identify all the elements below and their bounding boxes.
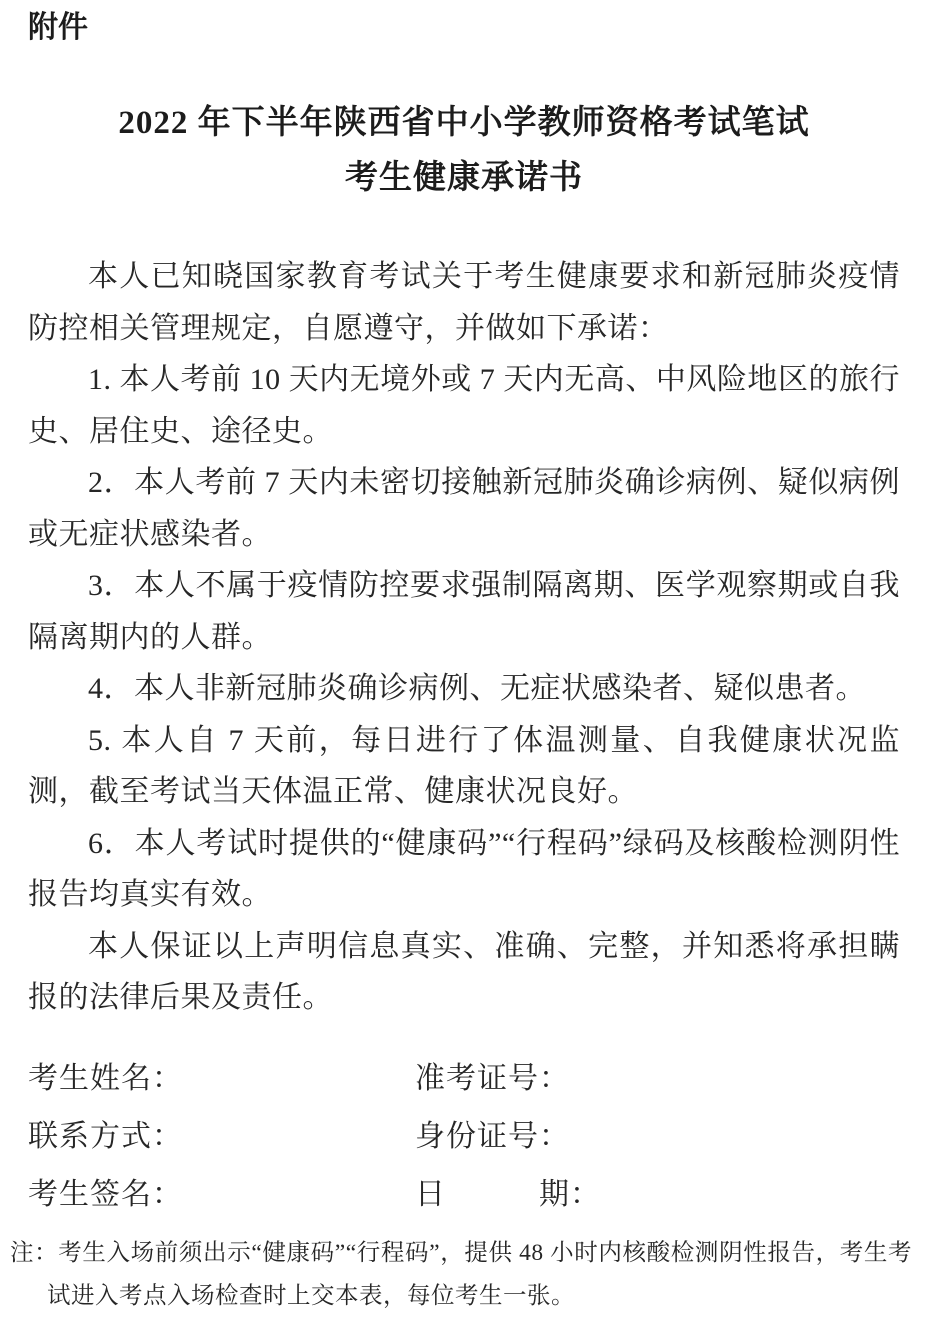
document-body xyxy=(28,251,900,1024)
footnote-prefix: 注： xyxy=(10,1239,59,1266)
form-row-1 xyxy=(28,1050,900,1108)
form-row-2 xyxy=(28,1108,900,1166)
document-title xyxy=(28,96,900,206)
footnote-paragraph xyxy=(10,1232,912,1318)
admission-ticket-label: 准考证号： xyxy=(415,1061,570,1095)
intro-paragraph: 本人已知晓国家教育考试关于考生健康要求和新冠肺炎疫情防控相关管理规定，自愿遵守，并做如下承诺： xyxy=(28,260,900,345)
commitment-item-2: 2．本人考前 7 天内未密切接触新冠肺炎确诊病例、疑似病例或无症状感染者。 xyxy=(28,466,900,551)
title-line-2: 考生健康承诺书 xyxy=(345,160,583,196)
commitment-item-6: 6．本人考试时提供的“健康码”“行程码”绿码及核酸检测阴性报告均真实有效。 xyxy=(28,826,900,911)
commitment-item-5: 5. 本人自 7 天前，每日进行了体温测量、自我健康状况监测，截至考试当天体温正常、健康状况良好。 xyxy=(28,723,900,808)
attachment-label: 附件 xyxy=(28,11,88,44)
commitment-item-4: 4．本人非新冠肺炎确诊病例、无症状感染者、疑似患者。 xyxy=(88,672,866,705)
form-row-3 xyxy=(28,1166,900,1224)
closing-paragraph: 本人保证以上声明信息真实、准确、完整，并知悉将承担瞒报的法律后果及责任。 xyxy=(28,929,900,1014)
date-label: 日 期： xyxy=(415,1177,601,1211)
title-line-1: 2022 年下半年陕西省中小学教师资格考试笔试 xyxy=(118,105,810,141)
footnote xyxy=(10,1232,912,1318)
footnote-text: 考生入场前须出示“健康码”“行程码”，提供 48 小时内核酸检测阴性报告，考生考试进入考点入场检查时上交本表，每位考生一张。 xyxy=(47,1239,912,1309)
commitment-item-3: 3．本人不属于疫情防控要求强制隔离期、医学观察期或自我隔离期内的人群。 xyxy=(28,569,900,654)
signature-label: 考生签名： xyxy=(28,1177,183,1211)
candidate-name-label: 考生姓名： xyxy=(28,1061,183,1095)
id-number-label: 身份证号： xyxy=(415,1119,570,1153)
commitment-item-1: 1. 本人考前 10 天内无境外或 7 天内无高、中风险地区的旅行史、居住史、途径史。 xyxy=(28,363,900,448)
signature-form xyxy=(28,1050,900,1224)
contact-label: 联系方式： xyxy=(28,1119,183,1153)
